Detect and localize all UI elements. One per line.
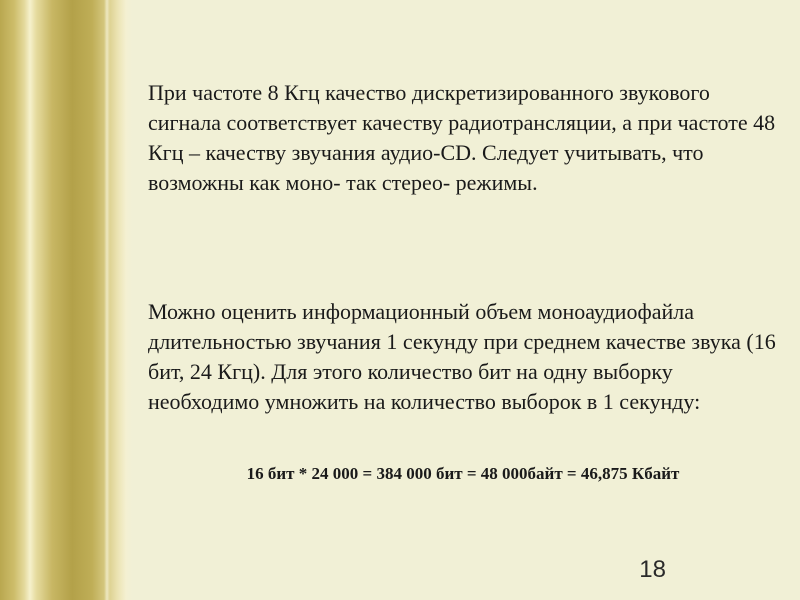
- decorative-side-band: [0, 0, 132, 600]
- decorative-highlight-stripe: [104, 0, 110, 600]
- calculation-formula: 16 бит * 24 000 = 384 000 бит = 48 000байт = 46,875 Кбайт: [246, 464, 680, 483]
- paragraph-file-size-estimate: Можно оценить информационный объем моноаудиофайла длительностью звучания 1 секунду при среднем качестве звука (16 бит, 24 Кгц). Для этого количество бит на одну выборку необходимо умножить на количество выборок в 1 секунду:: [148, 299, 776, 414]
- paragraph-sampling-quality: При частоте 8 Кгц качество дискретизированного звукового сигнала соответствует качеству радиотрансляции, а при частоте 48 Кгц – качеству звучания аудио-CD. Следует учитывать, что возможны как моно- так стерео- режимы.: [148, 80, 776, 195]
- page-number: 18: [639, 556, 666, 583]
